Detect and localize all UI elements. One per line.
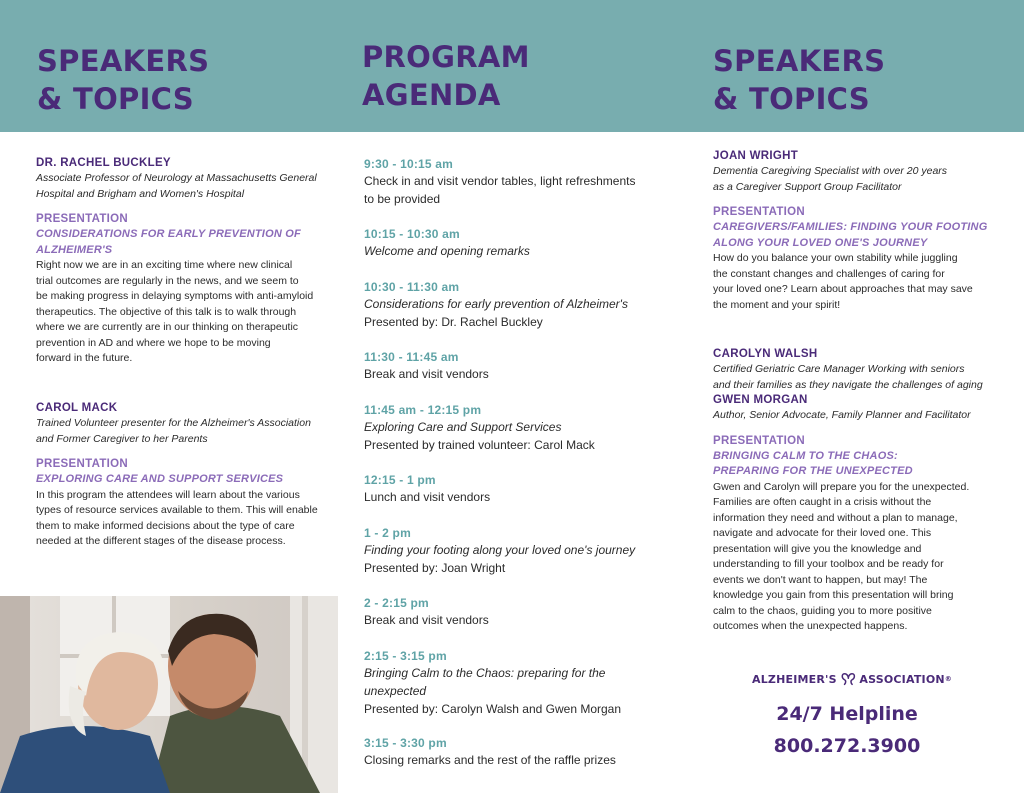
speaker-credential: and Former Caregiver to her Parents xyxy=(36,432,208,445)
presentation-title: ALONG YOUR LOVED ONE'S JOURNEY xyxy=(713,236,928,249)
registered-mark: ® xyxy=(944,675,952,683)
agenda-text: Check in and visit vendor tables, light refreshments xyxy=(364,174,636,188)
right-heading xyxy=(713,42,885,118)
agenda-time: 9:30 - 10:15 am xyxy=(364,157,454,171)
agenda-text: Finding your footing along your loved one's journey xyxy=(364,543,636,557)
agenda-item xyxy=(364,402,664,454)
agenda-text: Bringing Calm to the Chaos: preparing for the xyxy=(364,666,606,680)
agenda-text: Presented by: Carolyn Walsh and Gwen Morgan xyxy=(364,702,622,716)
presentation-title: CAREGIVERS/FAMILIES: FINDING YOUR FOOTING xyxy=(713,221,988,233)
agenda-text: Presented by trained volunteer: Carol Mack xyxy=(364,438,595,452)
speaker-name: GWEN MORGAN xyxy=(713,394,808,406)
speaker-credential: as a Caregiver Support Group Facilitator xyxy=(713,180,902,193)
caregiver-photo xyxy=(0,596,338,793)
agenda-text: Presented by: Dr. Rachel Buckley xyxy=(364,315,543,329)
helpline-label: 24/7 Helpline xyxy=(776,703,918,725)
presentation-label: PRESENTATION xyxy=(36,213,128,225)
presentation-title: PREPARING FOR THE UNEXPECTED xyxy=(713,465,913,477)
agenda-text: Closing remarks and the rest of the raffle prizes xyxy=(364,753,616,767)
left-heading-line1: SPEAKERS xyxy=(37,44,210,78)
agenda-time: 10:30 - 11:30 am xyxy=(364,280,460,294)
agenda-item xyxy=(364,595,664,629)
agenda-item xyxy=(364,472,664,506)
presentation-description: Gwen and Carolyn will prepare you for the unexpected. Families are often caught in a crisis without the information they need and without a plan to manage, navigate and advocate for their loved one. This presentation will give you the knowledge and understanding to fill your toolbox and be ready for events we don't want to happen, but may! The knowledge you gain from this presentation will bring calm to the chaos, guiding you to more positive outcomes when the unexpected happens. xyxy=(713,480,970,632)
agenda-item xyxy=(364,349,664,383)
logo-text-right: ASSOCIATION xyxy=(859,672,945,686)
right-heading-line2: & TOPICS xyxy=(713,82,870,116)
agenda-time: 11:45 am - 12:15 pm xyxy=(364,403,482,417)
agenda-text: Break and visit vendors xyxy=(364,367,489,381)
agenda-text: unexpected xyxy=(364,684,427,698)
agenda-text: to be provided xyxy=(364,192,441,206)
agenda-time: 3:15 - 3:30 pm xyxy=(364,736,447,750)
agenda-text: Considerations for early prevention of Alzheimer's xyxy=(364,297,628,311)
agenda-time: 11:30 - 11:45 am xyxy=(364,350,459,364)
agenda-item xyxy=(364,648,664,718)
agenda-text: Presented by: Joan Wright xyxy=(364,561,506,575)
speaker-mack xyxy=(36,401,341,550)
speaker-name: JOAN WRIGHT xyxy=(713,150,799,162)
agenda-item xyxy=(364,735,664,769)
agenda-item xyxy=(364,279,664,331)
logo-text-left: ALZHEIMER'S xyxy=(752,672,837,686)
right-heading-line1: SPEAKERS xyxy=(713,44,886,78)
presentation-label: PRESENTATION xyxy=(36,458,128,470)
agenda-time: 10:15 - 10:30 am xyxy=(364,227,460,241)
alzheimers-association-logo xyxy=(752,668,952,690)
presentation-label: PRESENTATION xyxy=(713,206,805,218)
center-heading xyxy=(362,38,530,114)
agenda-item xyxy=(364,525,664,577)
agenda-text: Break and visit vendors xyxy=(364,613,489,627)
presentation-description: Right now we are in an exciting time where new clinical trial outcomes are regularly in the news, and we seem to be making progress in delaying symptoms with anti-amyloid therapeutics. The objective of this talk is to walk through where we are currently are in our thinking on therapeutic prevention in AD and where we hope to be moving forward in the future. xyxy=(36,259,314,364)
speaker-name: CAROL MACK xyxy=(36,402,118,414)
speaker-buckley xyxy=(36,156,341,367)
center-heading-line1: PROGRAM xyxy=(362,40,530,74)
presentation-description: How do you balance your own stability while juggling the constant changes and challenges of caring for your loved one? Learn about approaches that may save the moment and your spirit! xyxy=(713,252,973,311)
agenda-time: 1 - 2 pm xyxy=(364,526,411,540)
speaker-credential: Hospital and Brigham and Women's Hospital xyxy=(36,187,245,200)
agenda-text: Welcome and opening remarks xyxy=(364,244,530,258)
speaker-credential: Certified Geriatric Care Manager Working with seniors xyxy=(713,363,965,375)
helpline-number[interactable]: 800.272.3900 xyxy=(773,735,921,757)
presentation-description: In this program the attendees will learn about the various types of resource services available to them. This will enable them to make informed decisions about the type of care needed at the different stages of the disease process. xyxy=(36,488,318,547)
agenda-text: Exploring Care and Support Services xyxy=(364,420,562,434)
speaker-walsh-morgan xyxy=(713,347,1003,635)
speaker-name: DR. RACHEL BUCKLEY xyxy=(36,157,171,169)
speaker-credential: and their families as they navigate the challenges of aging xyxy=(713,378,983,391)
speaker-credential: Associate Professor of Neurology at Massachusetts General xyxy=(36,172,317,184)
speaker-credential: Trained Volunteer presenter for the Alzheimer's Association xyxy=(36,417,311,429)
agenda-time: 2 - 2:15 pm xyxy=(364,596,429,610)
logo-mark-icon xyxy=(840,669,857,689)
agenda-time: 2:15 - 3:15 pm xyxy=(364,649,447,663)
agenda-item xyxy=(364,226,664,260)
agenda-item xyxy=(364,156,664,208)
speaker-wright xyxy=(713,149,1003,313)
speaker-credential: Author, Senior Advocate, Family Planner and Facilitator xyxy=(713,409,971,421)
presentation-title: BRINGING CALM TO THE CHAOS: xyxy=(713,449,898,462)
speaker-name: CAROLYN WALSH xyxy=(713,348,818,360)
center-heading-line2: AGENDA xyxy=(362,78,501,112)
presentation-label: PRESENTATION xyxy=(713,434,805,447)
speaker-credential: Dementia Caregiving Specialist with over 20 years xyxy=(713,165,948,177)
presentation-title: ALZHEIMER'S xyxy=(36,243,113,256)
presentation-title: EXPLORING CARE AND SUPPORT SERVICES xyxy=(36,473,284,485)
left-heading xyxy=(37,42,209,118)
presentation-title: CONSIDERATIONS FOR EARLY PREVENTION OF xyxy=(36,228,301,240)
agenda-time: 12:15 - 1 pm xyxy=(364,473,436,487)
agenda-text: Lunch and visit vendors xyxy=(364,490,491,504)
left-heading-line2: & TOPICS xyxy=(37,82,194,116)
